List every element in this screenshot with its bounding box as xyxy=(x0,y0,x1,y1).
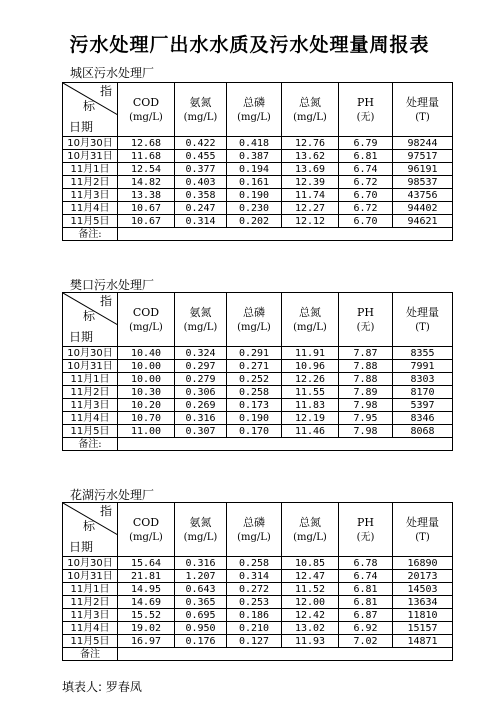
table-row xyxy=(63,570,453,583)
date-cell: 11月2日 xyxy=(63,596,118,609)
header-total-phosphorus xyxy=(227,503,282,557)
table-fankou xyxy=(62,292,453,451)
date-cell: 10月30日 xyxy=(63,137,118,150)
ammonia-cell: 0.950 xyxy=(175,622,227,635)
total-phosphorus-cell: 0.272 xyxy=(227,583,282,596)
header-unit: (mg/L) xyxy=(129,531,163,543)
table-row xyxy=(63,596,453,609)
volume-cell: 8346 xyxy=(393,412,453,425)
header-ammonia xyxy=(175,503,227,557)
total-phosphorus-cell: 0.173 xyxy=(227,399,282,412)
ph-cell: 7.98 xyxy=(339,425,393,438)
cod-cell: 11.68 xyxy=(118,150,175,163)
total-phosphorus-cell: 0.127 xyxy=(227,635,282,648)
cod-cell: 10.20 xyxy=(118,399,175,412)
volume-cell: 8068 xyxy=(393,425,453,438)
header-total-nitrogen xyxy=(282,503,339,557)
cod-cell: 14.95 xyxy=(118,583,175,596)
ammonia-cell: 0.324 xyxy=(175,347,227,360)
note-label: 备注: xyxy=(63,228,118,241)
corner-label-mid: 标 xyxy=(83,519,96,533)
header-cod xyxy=(118,503,175,557)
table-row xyxy=(63,373,453,386)
cod-cell: 10.67 xyxy=(118,202,175,215)
corner-cell xyxy=(63,503,118,557)
header-unit: (mg/L) xyxy=(183,531,218,543)
header-unit: (mg/L) xyxy=(293,321,327,333)
total-phosphorus-cell: 0.271 xyxy=(227,360,282,373)
ammonia-cell: 0.422 xyxy=(175,137,227,150)
total-nitrogen-cell: 11.83 xyxy=(282,399,339,412)
plant-name-huahu: 花湖污水处理厂 xyxy=(70,488,155,502)
ammonia-cell: 0.316 xyxy=(175,412,227,425)
header-unit: (mg/L) xyxy=(237,531,271,543)
ph-cell: 6.70 xyxy=(339,189,393,202)
ph-cell: 7.02 xyxy=(339,635,393,648)
header-name: 总氮 xyxy=(299,305,321,319)
header-unit: (无) xyxy=(356,321,375,333)
header-total-phosphorus xyxy=(227,83,282,137)
header-unit: (T) xyxy=(415,321,430,333)
total-nitrogen-cell: 12.26 xyxy=(282,373,339,386)
volume-cell: 5397 xyxy=(393,399,453,412)
header-ph xyxy=(339,503,393,557)
total-phosphorus-cell: 0.186 xyxy=(227,609,282,622)
cod-cell: 12.68 xyxy=(118,137,175,150)
header-name: 总磷 xyxy=(243,515,265,529)
volume-cell: 96191 xyxy=(393,163,453,176)
table-row xyxy=(63,150,453,163)
volume-cell: 94402 xyxy=(393,202,453,215)
ph-cell: 7.89 xyxy=(339,386,393,399)
ph-cell: 6.74 xyxy=(339,570,393,583)
ammonia-cell: 0.643 xyxy=(175,583,227,596)
ammonia-cell: 0.306 xyxy=(175,386,227,399)
volume-cell: 7991 xyxy=(393,360,453,373)
filler-label: 填表人: 罗春凤 xyxy=(62,680,142,694)
volume-cell: 20173 xyxy=(393,570,453,583)
table-row xyxy=(63,202,453,215)
total-nitrogen-cell: 11.74 xyxy=(282,189,339,202)
note-row xyxy=(63,438,453,451)
ammonia-cell: 0.377 xyxy=(175,163,227,176)
total-phosphorus-cell: 0.418 xyxy=(227,137,282,150)
total-phosphorus-cell: 0.387 xyxy=(227,150,282,163)
total-nitrogen-cell: 10.96 xyxy=(282,360,339,373)
header-name: 总磷 xyxy=(243,305,265,319)
note-label: 备注: xyxy=(63,438,118,451)
total-phosphorus-cell: 0.170 xyxy=(227,425,282,438)
total-nitrogen-cell: 12.00 xyxy=(282,596,339,609)
table-row xyxy=(63,215,453,228)
ph-cell: 6.74 xyxy=(339,163,393,176)
volume-cell: 13634 xyxy=(393,596,453,609)
ammonia-cell: 0.695 xyxy=(175,609,227,622)
header-name: COD xyxy=(132,305,160,319)
ph-cell: 7.98 xyxy=(339,399,393,412)
ammonia-cell: 0.269 xyxy=(175,399,227,412)
total-nitrogen-cell: 12.12 xyxy=(282,215,339,228)
header-unit: (T) xyxy=(415,111,430,123)
table-row xyxy=(63,189,453,202)
header-name: PH xyxy=(357,95,374,109)
header-row xyxy=(63,503,453,557)
header-unit: (mg/L) xyxy=(293,531,327,543)
ph-cell: 6.78 xyxy=(339,557,393,570)
header-unit: (mg/L) xyxy=(129,111,163,123)
volume-cell: 14871 xyxy=(393,635,453,648)
date-cell: 11月2日 xyxy=(63,176,118,189)
ph-cell: 7.87 xyxy=(339,347,393,360)
header-ammonia xyxy=(175,293,227,347)
total-nitrogen-cell: 11.52 xyxy=(282,583,339,596)
volume-cell: 97517 xyxy=(393,150,453,163)
header-unit: (T) xyxy=(415,531,430,543)
ammonia-cell: 0.247 xyxy=(175,202,227,215)
corner-label-top: 指 xyxy=(100,84,113,98)
corner-cell xyxy=(63,83,118,137)
header-unit: (无) xyxy=(356,531,375,543)
total-phosphorus-cell: 0.190 xyxy=(227,412,282,425)
date-cell: 11月4日 xyxy=(63,412,118,425)
date-cell: 10月30日 xyxy=(63,347,118,360)
ammonia-cell: 0.279 xyxy=(175,373,227,386)
ph-cell: 7.95 xyxy=(339,412,393,425)
ph-cell: 6.81 xyxy=(339,596,393,609)
corner-label-mid: 标 xyxy=(83,99,96,113)
corner-label-mid: 标 xyxy=(83,309,96,323)
ph-cell: 7.88 xyxy=(339,360,393,373)
corner-label-date: 日期 xyxy=(69,120,94,134)
total-nitrogen-cell: 13.02 xyxy=(282,622,339,635)
ammonia-cell: 1.207 xyxy=(175,570,227,583)
header-ammonia xyxy=(175,83,227,137)
header-name: 总磷 xyxy=(243,95,265,109)
cod-cell: 15.52 xyxy=(118,609,175,622)
header-name: 处理量 xyxy=(406,515,439,529)
volume-cell: 8303 xyxy=(393,373,453,386)
date-cell: 10月31日 xyxy=(63,150,118,163)
total-nitrogen-cell: 12.27 xyxy=(282,202,339,215)
ph-cell: 6.72 xyxy=(339,202,393,215)
table-row xyxy=(63,622,453,635)
cod-cell: 13.38 xyxy=(118,189,175,202)
table-row xyxy=(63,609,453,622)
date-cell: 11月1日 xyxy=(63,163,118,176)
total-phosphorus-cell: 0.190 xyxy=(227,189,282,202)
table-row xyxy=(63,412,453,425)
header-name: 总氮 xyxy=(299,515,321,529)
volume-cell: 94621 xyxy=(393,215,453,228)
header-cod xyxy=(118,83,175,137)
date-cell: 10月30日 xyxy=(63,557,118,570)
date-cell: 11月3日 xyxy=(63,399,118,412)
ph-cell: 6.92 xyxy=(339,622,393,635)
date-cell: 11月4日 xyxy=(63,202,118,215)
total-nitrogen-cell: 12.39 xyxy=(282,176,339,189)
table-row xyxy=(63,137,453,150)
table-row xyxy=(63,425,453,438)
cod-cell: 21.81 xyxy=(118,570,175,583)
header-unit: (mg/L) xyxy=(237,111,271,123)
ph-cell: 6.79 xyxy=(339,137,393,150)
date-cell: 11月1日 xyxy=(63,373,118,386)
total-nitrogen-cell: 12.76 xyxy=(282,137,339,150)
ammonia-cell: 0.307 xyxy=(175,425,227,438)
total-nitrogen-cell: 10.85 xyxy=(282,557,339,570)
header-unit: (mg/L) xyxy=(129,321,163,333)
header-name: COD xyxy=(132,515,160,529)
total-phosphorus-cell: 0.194 xyxy=(227,163,282,176)
ammonia-cell: 0.365 xyxy=(175,596,227,609)
ph-cell: 7.88 xyxy=(339,373,393,386)
volume-cell: 98244 xyxy=(393,137,453,150)
total-phosphorus-cell: 0.258 xyxy=(227,557,282,570)
volume-cell: 8355 xyxy=(393,347,453,360)
corner-label-top: 指 xyxy=(100,294,113,308)
total-phosphorus-cell: 0.314 xyxy=(227,570,282,583)
table-chengqu xyxy=(62,82,453,241)
date-cell: 10月31日 xyxy=(63,360,118,373)
ph-cell: 6.72 xyxy=(339,176,393,189)
cod-cell: 14.69 xyxy=(118,596,175,609)
date-cell: 10月31日 xyxy=(63,570,118,583)
corner-label-date: 日期 xyxy=(69,540,94,554)
volume-cell: 98537 xyxy=(393,176,453,189)
cod-cell: 16.97 xyxy=(118,635,175,648)
table-row xyxy=(63,360,453,373)
total-nitrogen-cell: 11.91 xyxy=(282,347,339,360)
header-name: PH xyxy=(357,305,374,319)
ammonia-cell: 0.403 xyxy=(175,176,227,189)
header-name: 氨氮 xyxy=(189,95,212,109)
date-cell: 11月3日 xyxy=(63,609,118,622)
table-row xyxy=(63,176,453,189)
plant-name-chengqu: 城区污水处理厂 xyxy=(70,66,155,80)
cod-cell: 10.70 xyxy=(118,412,175,425)
total-nitrogen-cell: 13.69 xyxy=(282,163,339,176)
cod-cell: 11.00 xyxy=(118,425,175,438)
cod-cell: 10.40 xyxy=(118,347,175,360)
volume-cell: 15157 xyxy=(393,622,453,635)
ammonia-cell: 0.176 xyxy=(175,635,227,648)
table-huahu xyxy=(62,502,453,661)
table-row xyxy=(63,386,453,399)
date-cell: 11月1日 xyxy=(63,583,118,596)
table-row xyxy=(63,163,453,176)
volume-cell: 14503 xyxy=(393,583,453,596)
total-nitrogen-cell: 11.46 xyxy=(282,425,339,438)
header-name: 氨氮 xyxy=(189,515,212,529)
header-name: PH xyxy=(357,515,374,529)
total-phosphorus-cell: 0.253 xyxy=(227,596,282,609)
date-cell: 11月5日 xyxy=(63,215,118,228)
table-row xyxy=(63,347,453,360)
total-phosphorus-cell: 0.161 xyxy=(227,176,282,189)
total-nitrogen-cell: 12.19 xyxy=(282,412,339,425)
table-row xyxy=(63,399,453,412)
header-row xyxy=(63,293,453,347)
total-phosphorus-cell: 0.258 xyxy=(227,386,282,399)
total-nitrogen-cell: 13.62 xyxy=(282,150,339,163)
date-cell: 11月3日 xyxy=(63,189,118,202)
volume-cell: 11810 xyxy=(393,609,453,622)
header-name: 处理量 xyxy=(406,305,439,319)
header-unit: (mg/L) xyxy=(183,321,218,333)
header-unit: (mg/L) xyxy=(237,321,271,333)
total-phosphorus-cell: 0.291 xyxy=(227,347,282,360)
total-phosphorus-cell: 0.230 xyxy=(227,202,282,215)
header-total-nitrogen xyxy=(282,83,339,137)
header-unit: (无) xyxy=(356,111,375,123)
ammonia-cell: 0.297 xyxy=(175,360,227,373)
volume-cell: 16890 xyxy=(393,557,453,570)
table-row xyxy=(63,635,453,648)
cod-cell: 10.30 xyxy=(118,386,175,399)
date-cell: 11月5日 xyxy=(63,635,118,648)
header-volume xyxy=(393,83,453,137)
volume-cell: 8170 xyxy=(393,386,453,399)
header-name: 氨氮 xyxy=(189,305,212,319)
plant-name-fankou: 樊口污水处理厂 xyxy=(70,278,155,292)
header-name: 总氮 xyxy=(299,95,321,109)
cod-cell: 10.00 xyxy=(118,373,175,386)
corner-label-date: 日期 xyxy=(69,330,94,344)
cod-cell: 12.54 xyxy=(118,163,175,176)
total-nitrogen-cell: 12.42 xyxy=(282,609,339,622)
header-ph xyxy=(339,293,393,347)
total-phosphorus-cell: 0.252 xyxy=(227,373,282,386)
header-ph xyxy=(339,83,393,137)
total-nitrogen-cell: 12.47 xyxy=(282,570,339,583)
header-total-phosphorus xyxy=(227,293,282,347)
cod-cell: 10.67 xyxy=(118,215,175,228)
corner-label-top: 指 xyxy=(100,504,113,518)
ph-cell: 6.70 xyxy=(339,215,393,228)
header-unit: (mg/L) xyxy=(293,111,327,123)
table-row xyxy=(63,583,453,596)
header-volume xyxy=(393,293,453,347)
header-row xyxy=(63,83,453,137)
header-unit: (mg/L) xyxy=(183,111,218,123)
note-label: 备注 xyxy=(63,648,118,661)
cod-cell: 14.82 xyxy=(118,176,175,189)
ph-cell: 6.87 xyxy=(339,609,393,622)
volume-cell: 43756 xyxy=(393,189,453,202)
ammonia-cell: 0.316 xyxy=(175,557,227,570)
cod-cell: 10.00 xyxy=(118,360,175,373)
ph-cell: 6.81 xyxy=(339,583,393,596)
note-row xyxy=(63,648,453,661)
header-name: COD xyxy=(132,95,160,109)
ph-cell: 6.81 xyxy=(339,150,393,163)
note-cell xyxy=(118,228,453,241)
date-cell: 11月5日 xyxy=(63,425,118,438)
header-volume xyxy=(393,503,453,557)
header-name: 处理量 xyxy=(406,95,439,109)
note-row xyxy=(63,228,453,241)
header-total-nitrogen xyxy=(282,293,339,347)
corner-cell xyxy=(63,293,118,347)
ammonia-cell: 0.455 xyxy=(175,150,227,163)
cod-cell: 15.64 xyxy=(118,557,175,570)
note-cell xyxy=(118,648,453,661)
ammonia-cell: 0.314 xyxy=(175,215,227,228)
ammonia-cell: 0.358 xyxy=(175,189,227,202)
header-cod xyxy=(118,293,175,347)
table-row xyxy=(63,557,453,570)
total-nitrogen-cell: 11.93 xyxy=(282,635,339,648)
report-title: 污水处理厂出水水质及污水处理量周报表 xyxy=(69,34,430,56)
note-cell xyxy=(118,438,453,451)
total-phosphorus-cell: 0.210 xyxy=(227,622,282,635)
date-cell: 11月4日 xyxy=(63,622,118,635)
total-nitrogen-cell: 11.55 xyxy=(282,386,339,399)
total-phosphorus-cell: 0.202 xyxy=(227,215,282,228)
date-cell: 11月2日 xyxy=(63,386,118,399)
cod-cell: 19.02 xyxy=(118,622,175,635)
